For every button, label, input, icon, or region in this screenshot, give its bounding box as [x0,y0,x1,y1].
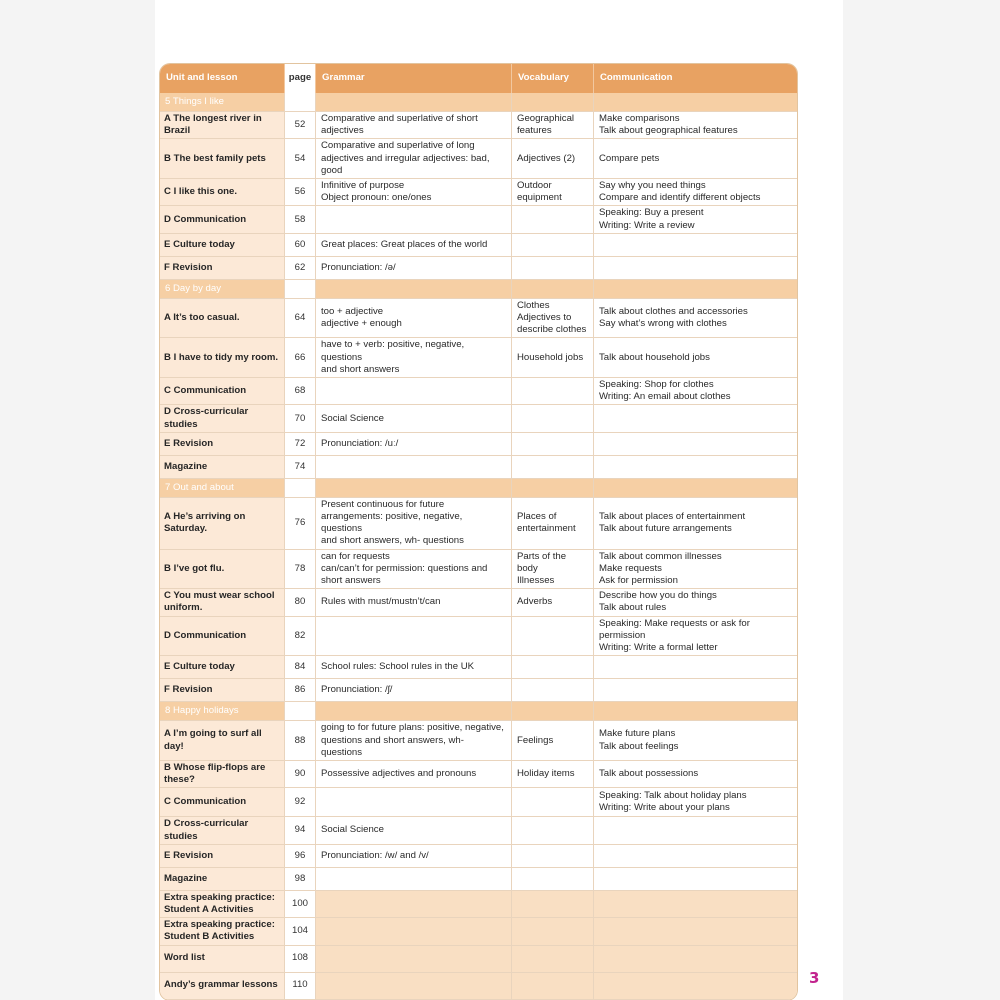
header-row [160,64,797,93]
vocabulary-cell [512,918,594,945]
communication-cell-line: Speaking: Talk about holiday plans [599,790,747,802]
lesson-title: B I have to tidy my room. [160,338,285,378]
table-row [160,378,797,405]
communication-cell-line: Writing: Write a formal letter [599,642,718,654]
communication-cell [594,946,797,973]
lesson-title: Word list [160,946,285,973]
grammar-cell-line: Social Science [321,412,384,424]
communication-cell-line: Talk about clothes and accessories [599,305,748,317]
table-row [160,139,797,179]
grammar-cell-line: can/can’t for permission: questions and [321,562,488,574]
grammar-cell [316,456,512,479]
communication-cell [594,206,797,233]
unit-comm-cell [594,280,797,299]
vocabulary-cell-line: Adverbs [517,596,553,608]
lesson-title: C Communication [160,378,285,405]
communication-cell [594,405,797,432]
grammar-cell-line: Comparative and superlative of long [321,140,475,152]
vocabulary-cell-line: Places of [517,511,557,523]
grammar-cell [316,257,512,280]
communication-cell [594,139,797,179]
vocabulary-cell [512,139,594,179]
lesson-title: D Communication [160,617,285,657]
table-row [160,761,797,788]
lesson-title: Magazine [160,868,285,891]
unit-grammar-cell [316,93,512,112]
lesson-page: 72 [285,433,316,456]
vocabulary-cell [512,868,594,891]
unit-vocab-cell [512,479,594,498]
unit-vocab-cell [512,702,594,721]
lesson-title: D Cross-curricular studies [160,405,285,432]
communication-cell-line: Ask for permission [599,575,678,587]
communication-cell [594,378,797,405]
vocabulary-cell [512,498,594,550]
unit-row [160,702,797,721]
unit-vocab-cell [512,93,594,112]
lesson-page: 100 [285,891,316,918]
grammar-cell-line: Social Science [321,824,384,836]
vocabulary-cell-line: Adjectives (2) [517,152,576,164]
header-grammar: Grammar [316,64,512,93]
communication-cell [594,721,797,761]
table-row [160,498,797,550]
lesson-page: 90 [285,761,316,788]
grammar-cell [316,405,512,432]
communication-cell [594,656,797,679]
grammar-cell [316,433,512,456]
grammar-cell-line: Comparative and superlative of short [321,113,478,124]
communication-cell [594,112,797,139]
communication-cell-line: Make comparisons [599,113,680,124]
grammar-cell-line: Object pronoun: one/ones [321,192,432,204]
grammar-cell [316,656,512,679]
grammar-cell [316,112,512,139]
vocabulary-cell [512,257,594,280]
vocabulary-cell [512,973,594,1000]
lesson-title: C You must wear school uniform. [160,589,285,616]
vocabulary-cell [512,761,594,788]
communication-cell [594,918,797,945]
table-row [160,112,797,139]
grammar-cell-line: good [321,164,343,176]
communication-cell [594,456,797,479]
vocabulary-cell-line: Feelings [517,734,554,746]
grammar-cell-line: Pronunciation: /ə/ [321,261,396,273]
communication-cell-line: Say what’s wrong with clothes [599,318,727,330]
grammar-cell [316,788,512,817]
lesson-page: 80 [285,589,316,616]
lesson-title: F Revision [160,257,285,280]
unit-title: 6 Day by day [160,280,285,299]
lesson-title: B The best family pets [160,139,285,179]
unit-page-cell [285,702,316,721]
communication-cell-line: Speaking: Shop for clothes [599,379,714,391]
vocabulary-cell-line: Geographical [517,113,575,124]
grammar-cell-line: questions and short answers, wh- questions [321,734,464,758]
vocabulary-cell-line: describe clothes [517,324,587,336]
communication-cell-line: Talk about rules [599,602,667,614]
contents-table [160,64,797,1000]
table-row [160,234,797,257]
communication-cell [594,257,797,280]
communication-cell-line: Speaking: Make requests or ask for permission [599,617,750,641]
lesson-page: 70 [285,405,316,432]
unit-title: 8 Happy holidays [160,702,285,721]
lesson-title: A He’s arriving on Saturday. [160,498,285,550]
unit-grammar-cell [316,479,512,498]
grammar-cell-line: adjective + enough [321,318,402,330]
grammar-cell [316,946,512,973]
table-row [160,433,797,456]
vocabulary-cell-line: Household jobs [517,351,584,363]
vocabulary-cell-line: Adjectives to [517,312,572,324]
lesson-page: 78 [285,550,316,590]
lesson-title: Extra speaking practice: Student A Activities [160,891,285,918]
communication-cell [594,891,797,918]
grammar-cell [316,299,512,339]
table-row [160,946,797,973]
table-row [160,617,797,657]
grammar-cell [316,761,512,788]
vocabulary-cell-line: Illnesses [517,575,555,587]
grammar-cell [316,589,512,616]
lesson-title: Extra speaking practice: Student B Activities [160,918,285,945]
communication-cell [594,617,797,657]
vocabulary-cell-line: Outdoor [517,180,552,192]
table-row [160,868,797,891]
lesson-page: 52 [285,112,316,139]
lesson-page: 94 [285,817,316,844]
vocabulary-cell-line: entertainment [517,523,576,535]
lesson-page: 54 [285,139,316,179]
lesson-page: 96 [285,845,316,868]
grammar-cell-line: adjectives and irregular adjectives: bad, [321,152,490,164]
table-row [160,973,797,1000]
communication-cell [594,433,797,456]
lesson-page: 60 [285,234,316,257]
unit-vocab-cell [512,280,594,299]
grammar-cell-line: too + adjective [321,305,384,317]
vocabulary-cell [512,405,594,432]
lesson-page: 110 [285,973,316,1000]
vocabulary-cell [512,179,594,206]
communication-cell-line: Talk about future arrangements [599,523,732,535]
lesson-title: F Revision [160,679,285,702]
unit-title: 5 Things I like [160,93,285,112]
grammar-cell-line: adjectives [321,125,364,137]
table-row [160,679,797,702]
vocabulary-cell [512,845,594,868]
grammar-cell-line: Present continuous for future [321,498,445,510]
grammar-cell [316,378,512,405]
communication-cell [594,761,797,788]
communication-cell-line: Talk about geographical features [599,125,738,137]
grammar-cell-line: arrangements: positive, negative, questions [321,511,463,535]
communication-cell [594,679,797,702]
grammar-cell-line: School rules: School rules in the UK [321,661,475,673]
vocabulary-cell [512,721,594,761]
lesson-page: 56 [285,179,316,206]
lesson-page: 66 [285,338,316,378]
table-row [160,550,797,590]
grammar-cell [316,817,512,844]
lesson-title: A The longest river in Brazil [160,112,285,139]
grammar-cell-line: going to for future plans: positive, negative, [321,722,504,734]
communication-cell [594,338,797,378]
grammar-cell [316,845,512,868]
communication-cell-line: Say why you need things [599,180,706,192]
table-row [160,206,797,233]
table-row [160,338,797,378]
lesson-page: 76 [285,498,316,550]
lesson-page: 104 [285,918,316,945]
lesson-title: E Culture today [160,234,285,257]
unit-page-cell [285,280,316,299]
grammar-cell [316,891,512,918]
vocabulary-cell [512,817,594,844]
lesson-page: 64 [285,299,316,339]
vocabulary-cell [512,378,594,405]
vocabulary-cell [512,656,594,679]
grammar-cell-line: Pronunciation: /ʃ/ [321,684,393,696]
lesson-page: 108 [285,946,316,973]
vocabulary-cell [512,338,594,378]
grammar-cell-line: Pronunciation: /w/ and /v/ [321,849,429,861]
lesson-title: A It’s too casual. [160,299,285,339]
lesson-title: D Cross-curricular studies [160,817,285,844]
communication-cell-line: Make future plans [599,728,676,740]
grammar-cell-line: Great places: Great places of the world [321,238,488,250]
table-row [160,589,797,616]
lesson-page: 74 [285,456,316,479]
communication-cell-line: Talk about common illnesses [599,550,722,562]
vocabulary-cell [512,433,594,456]
lesson-title: B Whose flip-flops are these? [160,761,285,788]
communication-cell-line: Talk about possessions [599,768,699,779]
lesson-page: 84 [285,656,316,679]
lesson-title: E Revision [160,845,285,868]
grammar-cell-line: and short answers [321,363,400,375]
grammar-cell [316,617,512,657]
lesson-page: 92 [285,788,316,817]
grammar-cell-line: have to + verb: positive, negative, questions [321,339,465,363]
lesson-title: Andy’s grammar lessons [160,973,285,1000]
communication-cell [594,550,797,590]
grammar-cell [316,179,512,206]
lesson-page: 68 [285,378,316,405]
lesson-title: A I’m going to surf all day! [160,721,285,761]
header-unit-lesson: Unit and lesson [160,64,285,93]
vocabulary-cell [512,788,594,817]
lesson-page: 86 [285,679,316,702]
unit-grammar-cell [316,702,512,721]
grammar-cell-line: and short answers, wh- questions [321,535,464,547]
lesson-title: B I’ve got flu. [160,550,285,590]
unit-page-cell [285,479,316,498]
header-communication: Communication [594,64,797,93]
grammar-cell [316,139,512,179]
lesson-title: C I like this one. [160,179,285,206]
grammar-cell [316,918,512,945]
communication-cell-line: Writing: An email about clothes [599,391,731,403]
lesson-title: E Culture today [160,656,285,679]
table-row [160,179,797,206]
table-row [160,891,797,918]
unit-comm-cell [594,479,797,498]
grammar-cell-line: Pronunciation: /uː/ [321,437,399,449]
header-page: page [285,64,316,93]
communication-cell-line: Talk about feelings [599,740,679,752]
communication-cell-line: Talk about household jobs [599,351,710,363]
communication-cell-line: Compare and identify different objects [599,192,761,204]
vocabulary-cell [512,891,594,918]
unit-title: 7 Out and about [160,479,285,498]
lesson-page: 98 [285,868,316,891]
communication-cell [594,498,797,550]
contents-body [160,93,797,1000]
lesson-page: 82 [285,617,316,657]
lesson-page: 62 [285,257,316,280]
communication-cell [594,234,797,257]
communication-cell-line: Make requests [599,562,662,574]
communication-cell-line: Describe how you do things [599,590,717,602]
grammar-cell [316,679,512,702]
communication-cell-line: Writing: Write a review [599,219,695,231]
lesson-title: E Revision [160,433,285,456]
vocabulary-cell [512,946,594,973]
table-row [160,817,797,844]
vocabulary-cell [512,589,594,616]
vocabulary-cell-line: Holiday items [517,768,575,779]
communication-cell [594,973,797,1000]
communication-cell [594,299,797,339]
lesson-title: D Communication [160,206,285,233]
communication-cell [594,817,797,844]
vocabulary-cell [512,234,594,257]
vocabulary-cell [512,299,594,339]
vocabulary-cell-line: equipment [517,192,562,204]
unit-row [160,479,797,498]
grammar-cell [316,234,512,257]
grammar-cell-line: can for requests [321,550,390,562]
grammar-cell-line: Infinitive of purpose [321,180,405,192]
grammar-cell-line: short answers [321,575,381,587]
lesson-page: 88 [285,721,316,761]
communication-cell-line: Writing: Write about your plans [599,802,730,814]
table-row [160,918,797,945]
lesson-page: 58 [285,206,316,233]
grammar-cell [316,498,512,550]
unit-page-cell [285,93,316,112]
lesson-title: Magazine [160,456,285,479]
grammar-cell [316,338,512,378]
communication-cell-line: Compare pets [599,152,660,164]
communication-cell [594,868,797,891]
communication-cell-line: Speaking: Buy a present [599,207,704,219]
vocabulary-cell [512,456,594,479]
vocabulary-cell-line: Parts of the [517,550,567,562]
vocabulary-cell [512,112,594,139]
communication-cell-line: Talk about places of entertainment [599,511,746,523]
page-number: 3 [809,969,820,987]
grammar-cell [316,721,512,761]
grammar-cell-line: Rules with must/mustn’t/can [321,596,441,608]
vocabulary-cell [512,617,594,657]
vocabulary-cell-line: features [517,125,552,137]
unit-row [160,93,797,112]
table-row [160,257,797,280]
communication-cell [594,589,797,616]
grammar-cell [316,206,512,233]
grammar-cell [316,973,512,1000]
grammar-cell [316,550,512,590]
table-row [160,456,797,479]
unit-row [160,280,797,299]
vocabulary-cell-line: Clothes [517,299,550,311]
communication-cell [594,845,797,868]
unit-comm-cell [594,93,797,112]
vocabulary-cell [512,679,594,702]
communication-cell [594,788,797,817]
table-row [160,405,797,432]
lesson-title: C Communication [160,788,285,817]
unit-comm-cell [594,702,797,721]
vocabulary-cell [512,206,594,233]
table-row [160,721,797,761]
header-vocabulary: Vocabulary [512,64,594,93]
table-row [160,788,797,817]
vocabulary-cell-line: body [517,562,538,574]
vocabulary-cell [512,550,594,590]
table-row [160,656,797,679]
grammar-cell-line: Possessive adjectives and pronouns [321,768,477,779]
table-row [160,299,797,339]
table-row [160,845,797,868]
communication-cell [594,179,797,206]
grammar-cell [316,868,512,891]
unit-grammar-cell [316,280,512,299]
